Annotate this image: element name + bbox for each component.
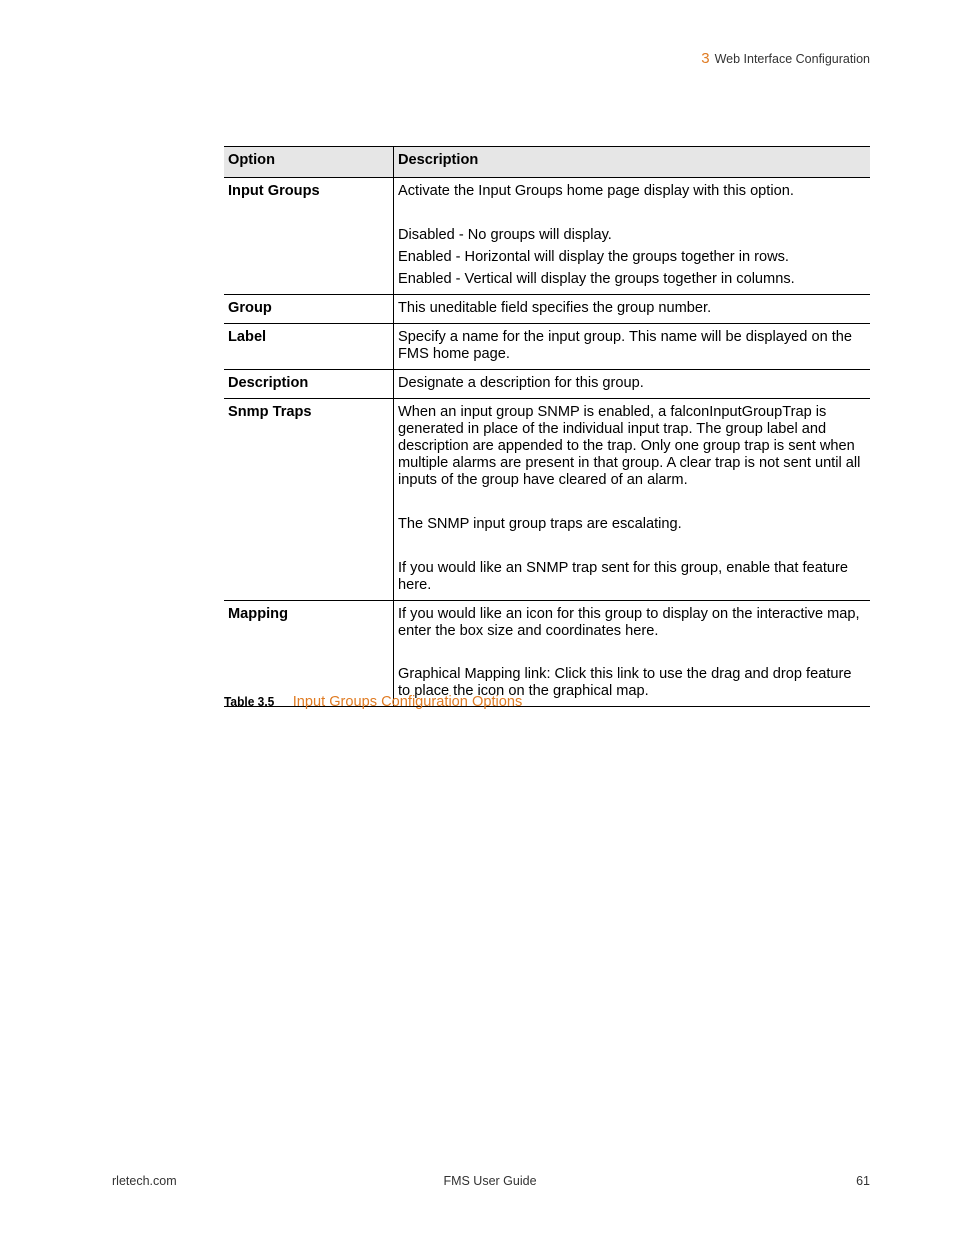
description-paragraph: Graphical Mapping link: Click this link to use the drag and drop feature to place the icon on the graphical map. [398,666,852,699]
table-row-input-groups [224,178,870,295]
description-paragraph: If you would like an icon for this group to display on the interactive map, enter the box size and coordinates here. [398,606,860,639]
option-cell: Group [224,295,394,324]
options-table [224,146,870,707]
table-row-label [224,324,870,370]
table-row-snmp-traps [224,399,870,601]
column-header-description: Description [394,147,871,178]
description-paragraph: The SNMP input group traps are escalating. [398,516,682,532]
caption-number: Table 3.5 [224,694,275,709]
chapter-title: Web Interface Configuration [714,52,870,66]
description-paragraph: Activate the Input Groups home page display with this option. [398,183,794,199]
table-caption [224,694,522,710]
table-row-group [224,295,870,324]
column-header-option: Option [224,147,394,178]
footer-website: rletech.com [112,1174,177,1188]
caption-title: Input Groups Configuration Options [292,694,523,710]
option-cell: Mapping [224,601,394,707]
chapter-number: 3 [701,50,710,67]
description-cell [394,370,871,399]
option-cell: Snmp Traps [224,399,394,601]
description-cell [394,324,871,370]
description-paragraph: When an input group SNMP is enabled, a falconInputGroupTrap is generated in place of the individual input trap. The group label and description are appended to the trap. Only one group trap is sent when multiple alarms are present in that group. A clear trap is not sent until all inputs of the group have cleared of an alarm. [398,404,861,488]
description-cell [394,399,871,601]
description-paragraph: This uneditable field specifies the group number. [398,300,712,316]
option-cell: Description [224,370,394,399]
description-cell [394,295,871,324]
footer-guide-title: FMS User Guide [443,1174,537,1188]
table-header-row [224,147,870,178]
description-cell [394,178,871,295]
table-row-description [224,370,870,399]
description-paragraph: Enabled - Vertical will display the groups together in columns. [398,271,795,287]
description-paragraph: Designate a description for this group. [398,375,644,391]
option-cell: Input Groups [224,178,394,295]
description-paragraph: Specify a name for the input group. This name will be displayed on the FMS home page. [398,329,853,362]
footer-page-number: 61 [856,1174,870,1188]
description-paragraph: Disabled - No groups will display. [398,227,612,243]
table-row-mapping [224,601,870,707]
running-header [701,50,870,67]
description-paragraph: Enabled - Horizontal will display the groups together in rows. [398,249,789,265]
description-paragraph: If you would like an SNMP trap sent for this group, enable that feature here. [398,560,848,593]
option-cell: Label [224,324,394,370]
description-cell [394,601,871,707]
